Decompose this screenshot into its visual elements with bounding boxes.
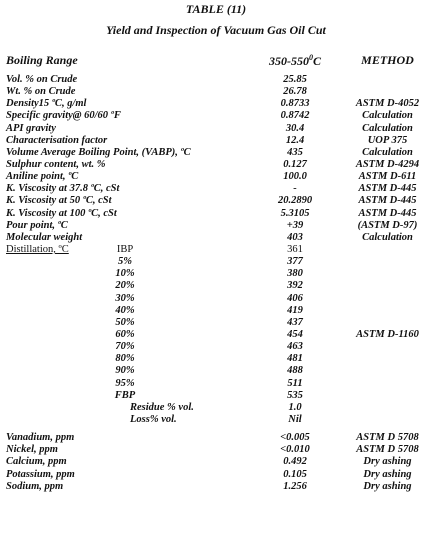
value-cell: 454 [287, 328, 303, 340]
table-row [0, 220, 432, 232]
table-row [0, 402, 432, 414]
value-cell: - [293, 183, 297, 195]
properties-table [0, 74, 432, 493]
table-row [0, 390, 432, 402]
table-row [0, 244, 432, 256]
property-label: Nickel, ppm [6, 444, 58, 456]
table-row [0, 135, 432, 147]
method-cell: Dry ashing [363, 456, 412, 468]
table-row [0, 341, 432, 353]
value-cell: 0.8733 [280, 98, 310, 110]
property-label: Sulphur content, wt. % [6, 158, 106, 170]
method-cell: ASTM D-4052 [355, 98, 420, 110]
property-label: Density15 ºC, g/ml [6, 98, 87, 110]
sub-label: 5% [118, 256, 132, 268]
method-cell: ASTM D-445 [358, 207, 417, 219]
table-row [0, 414, 432, 426]
value-cell: <0.005 [280, 432, 310, 444]
table-row [0, 98, 432, 110]
value-cell: 403 [287, 231, 303, 243]
value-cell: 12.4 [285, 134, 305, 146]
sub-label: 95% [115, 377, 135, 389]
sub-label: 90% [115, 365, 135, 377]
method-cell: ASTM D-445 [358, 183, 417, 195]
value-cell: 0.105 [283, 468, 307, 480]
sub-label: 10% [115, 268, 135, 280]
table-row [0, 432, 432, 444]
method-cell: UOP 375 [367, 134, 408, 146]
header-method: METHOD [361, 53, 414, 67]
property-label: Molecular weight [6, 231, 83, 243]
table-row [0, 378, 432, 390]
table-number: TABLE (11) [185, 2, 247, 16]
method-cell: ASTM D-4294 [355, 158, 420, 170]
value-cell: 26.78 [283, 86, 307, 98]
value-cell: 437 [287, 316, 303, 328]
table-title: Yield and Inspection of Vacuum Gas Oil Cut [106, 23, 326, 37]
sub-label: 20% [115, 280, 135, 292]
property-label: Pour point, ºC [6, 219, 68, 231]
table-row [0, 469, 432, 481]
table-row [0, 481, 432, 493]
method-cell: Calculation [362, 231, 413, 243]
sub-label: IBP [116, 243, 134, 255]
property-label: Aniline point, ºC [6, 171, 79, 183]
header-boiling-range: $350-550^0C$ [268, 53, 321, 68]
property-label: K. Viscosity at 100 ºC, cSt [6, 207, 117, 219]
sub-label: 40% [115, 304, 135, 316]
table-row [0, 159, 432, 171]
property-label: Vanadium, ppm [6, 432, 75, 444]
property-label: API gravity [6, 122, 56, 134]
table-row [0, 74, 432, 86]
table-row [0, 444, 432, 456]
sub-label: 30% [115, 292, 135, 304]
value-cell: 1.0 [288, 401, 302, 413]
value-cell: 406 [287, 292, 303, 304]
value-cell: 0.8742 [280, 110, 310, 122]
sub-label: 50% [115, 316, 135, 328]
property-label: Sodium, ppm [6, 480, 64, 492]
value-cell: 5.3105 [280, 207, 310, 219]
table-row [0, 232, 432, 244]
method-cell: ASTM D 5708 [356, 444, 419, 456]
table-row [0, 280, 432, 292]
value-cell: 30.4 [285, 122, 305, 134]
value-cell: 392 [287, 280, 303, 292]
method-cell: Dry ashing [363, 468, 412, 480]
table-row [0, 456, 432, 468]
sub-label: 70% [115, 341, 135, 353]
method-cell: ASTM D-611 [358, 171, 417, 183]
table-row [0, 195, 432, 207]
value-cell: 25.85 [283, 74, 307, 85]
method-cell: Calculation [362, 122, 413, 134]
sub-label: 60% [115, 328, 135, 340]
property-label: Potassium, ppm [6, 468, 75, 480]
property-label: Vol. % on Crude [6, 74, 78, 85]
table-row [0, 171, 432, 183]
sub-label: 80% [115, 353, 135, 365]
sub-label: FBP [114, 389, 136, 401]
property-label: Wt. % on Crude [6, 86, 76, 98]
value-cell: +39 [286, 219, 304, 231]
value-cell: 0.492 [283, 456, 307, 468]
table-row [0, 329, 432, 341]
method-cell: ASTM D-445 [358, 195, 417, 207]
property-label: Characterisation factor [6, 134, 108, 146]
table-row [0, 110, 432, 122]
property-label: Volume Average Boiling Point, (VABP), ºC [6, 146, 191, 158]
sub-label: Residue % vol. [130, 401, 194, 413]
property-label: Calcium, ppm [6, 456, 67, 468]
method-cell: Calculation [362, 146, 413, 158]
method-cell: Dry ashing [363, 480, 412, 492]
table-row [0, 256, 432, 268]
table-row [0, 317, 432, 329]
property-label: K. Viscosity at 50 ºC, cSt [6, 195, 112, 207]
value-cell: Nil [288, 413, 302, 425]
method-cell: ASTM D-1160 [356, 328, 419, 340]
table-row [0, 86, 432, 98]
value-cell: 535 [287, 389, 303, 401]
table-row [0, 183, 432, 195]
table-row [0, 268, 432, 280]
method-cell: ASTM D 5708 [356, 432, 419, 444]
value-cell: 361 [287, 243, 303, 255]
table-row [0, 293, 432, 305]
value-cell: 100.0 [283, 171, 307, 183]
value-cell: 380 [287, 268, 303, 280]
table-row [0, 365, 432, 377]
property-label: Specific gravity@ 60/60 ºF [6, 110, 121, 122]
value-cell: 419 [287, 304, 303, 316]
value-cell: <0.010 [280, 444, 310, 456]
header-property: Boiling Range [6, 53, 78, 67]
value-cell: 488 [287, 365, 303, 377]
value-cell: 1.256 [283, 480, 307, 492]
property-label: K. Viscosity at 37.8 ºC, cSt [6, 183, 120, 195]
value-cell: 511 [287, 377, 303, 389]
table-row [0, 147, 432, 159]
table-row [0, 353, 432, 365]
value-cell: 20.2890 [277, 195, 313, 207]
value-cell: 463 [287, 341, 303, 353]
table-row [0, 305, 432, 317]
method-cell: Calculation [362, 110, 413, 122]
value-cell: 377 [287, 256, 303, 268]
value-cell: 481 [287, 353, 303, 365]
value-cell: 0.127 [283, 158, 307, 170]
table-row [0, 208, 432, 220]
method-cell: (ASTM D-97) [357, 219, 418, 231]
value-cell: 435 [287, 146, 303, 158]
property-label: Distillation, ºC [6, 243, 69, 255]
table-row [0, 123, 432, 135]
sub-label: Loss% vol. [130, 413, 177, 425]
